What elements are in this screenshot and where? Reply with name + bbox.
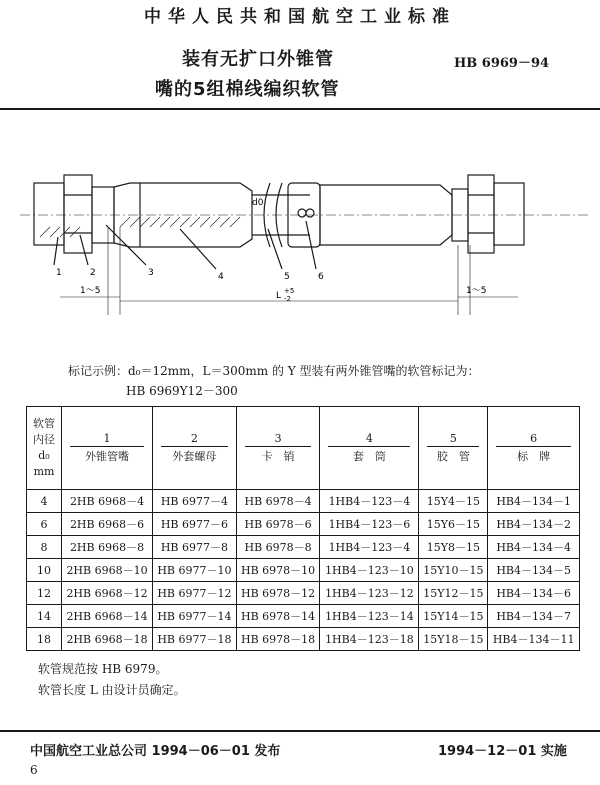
table-cell: 2HB 6968－8 <box>62 536 153 559</box>
table-cell: HB 6978－12 <box>236 582 320 605</box>
table-cell: HB 6977－4 <box>153 490 237 513</box>
table-cell: 1HB4－123－10 <box>320 559 419 582</box>
page-number: 6 <box>30 763 38 777</box>
standard-number: HB 6969－94 <box>454 56 550 71</box>
header-col-6: 6 标 牌 <box>488 407 580 490</box>
table-cell: HB4－134－4 <box>488 536 580 559</box>
table-cell: 2HB 6968－12 <box>62 582 153 605</box>
table-cell: 15Y8－15 <box>419 536 488 559</box>
table-cell: 4 <box>27 490 62 513</box>
footer-rule <box>0 730 600 732</box>
table-cell: 18 <box>27 628 62 651</box>
table-row <box>27 490 580 513</box>
table-cell: 15Y4－15 <box>419 490 488 513</box>
table-cell: 2HB 6968－4 <box>62 490 153 513</box>
dim-center-sup: +5 <box>284 287 295 295</box>
table-cell: 2HB 6968－14 <box>62 605 153 628</box>
table-cell: 15Y14－15 <box>419 605 488 628</box>
callout-2: 2 <box>90 268 96 278</box>
header-col-4: 4 套 筒 <box>320 407 419 490</box>
table-cell: HB4－134－11 <box>488 628 580 651</box>
header-col-1: 1 外锥管嘴 <box>62 407 153 490</box>
table-cell: 15Y12－15 <box>419 582 488 605</box>
table-cell: 6 <box>27 513 62 536</box>
table-cell: HB 6977－6 <box>153 513 237 536</box>
issued-by: 中国航空工业总公司 1994－06－01 发布 <box>30 744 281 759</box>
table-row <box>27 513 580 536</box>
header-rule <box>0 108 600 110</box>
callout-4: 4 <box>218 272 224 282</box>
table-cell: HB 6977－14 <box>153 605 237 628</box>
table-cell: HB4－134－5 <box>488 559 580 582</box>
header-col-2: 2 外套螺母 <box>153 407 237 490</box>
table-cell: 1HB4－123－4 <box>320 490 419 513</box>
table-cell: 15Y6－15 <box>419 513 488 536</box>
table-row <box>27 582 580 605</box>
table-cell: HB4－134－2 <box>488 513 580 536</box>
parts-table-body <box>27 490 580 651</box>
callout-6: 6 <box>318 272 324 282</box>
callout-3: 3 <box>148 268 154 278</box>
table-cell: 2HB 6968－18 <box>62 628 153 651</box>
table-cell: HB 6978－10 <box>236 559 320 582</box>
header-col-3: 3 卡 销 <box>236 407 320 490</box>
table-cell: 1HB4－123－4 <box>320 536 419 559</box>
dim-right: 1～5 <box>466 286 487 296</box>
d0-label: d0 <box>252 198 264 208</box>
table-cell: HB 6978－6 <box>236 513 320 536</box>
table-cell: 1HB4－123－18 <box>320 628 419 651</box>
table-row <box>27 628 580 651</box>
table-cell: HB 6978－14 <box>236 605 320 628</box>
table-cell: HB 6977－10 <box>153 559 237 582</box>
table-cell: HB4－134－7 <box>488 605 580 628</box>
effective-date: 1994－12－01 实施 <box>438 744 567 759</box>
parts-table <box>26 406 580 651</box>
standard-header: 中华人民共和国航空工业标准 <box>144 7 456 27</box>
doc-title-line1: 装有无扩口外锥管 <box>182 49 334 70</box>
dim-left: 1～5 <box>80 286 101 296</box>
header-hose-diameter: 软管 内径 d₀ mm <box>27 407 62 490</box>
table-cell: 1HB4－123－14 <box>320 605 419 628</box>
callout-1: 1 <box>56 268 62 278</box>
table-cell: 15Y18－15 <box>419 628 488 651</box>
table-cell: 12 <box>27 582 62 605</box>
hose-assembly-drawing <box>20 165 590 325</box>
table-cell: HB 6977－12 <box>153 582 237 605</box>
table-cell: HB 6977－18 <box>153 628 237 651</box>
dim-center: L <box>276 291 282 301</box>
table-cell: 15Y10－15 <box>419 559 488 582</box>
table-cell: HB4－134－6 <box>488 582 580 605</box>
table-cell: 2HB 6968－6 <box>62 513 153 536</box>
table-row <box>27 536 580 559</box>
header-col-5: 5 胶 管 <box>419 407 488 490</box>
callout-5: 5 <box>284 272 290 282</box>
table-cell: 1HB4－123－12 <box>320 582 419 605</box>
table-cell: 1HB4－123－6 <box>320 513 419 536</box>
marking-code: HB 6969Y12－300 <box>126 384 238 398</box>
table-cell: HB 6978－8 <box>236 536 320 559</box>
table-cell: HB 6978－4 <box>236 490 320 513</box>
table-cell: 14 <box>27 605 62 628</box>
table-cell: HB 6977－8 <box>153 536 237 559</box>
table-cell: HB 6978－18 <box>236 628 320 651</box>
note-length: 软管长度 L 由设计员确定。 <box>38 683 186 697</box>
table-cell: HB4－134－1 <box>488 490 580 513</box>
dim-center-sub: -2 <box>284 295 291 303</box>
table-cell: 10 <box>27 559 62 582</box>
table-row <box>27 605 580 628</box>
table-cell: 8 <box>27 536 62 559</box>
marking-example: 标记示例：d₀＝12mm，L＝300mm 的 Y 型装有两外锥管嘴的软管标记为： <box>68 364 480 378</box>
doc-title-line2: 嘴的5组棉线编织软管 <box>155 79 340 100</box>
note-spec: 软管规范按 HB 6979。 <box>38 662 168 676</box>
table-cell: 2HB 6968－10 <box>62 559 153 582</box>
table-row <box>27 559 580 582</box>
